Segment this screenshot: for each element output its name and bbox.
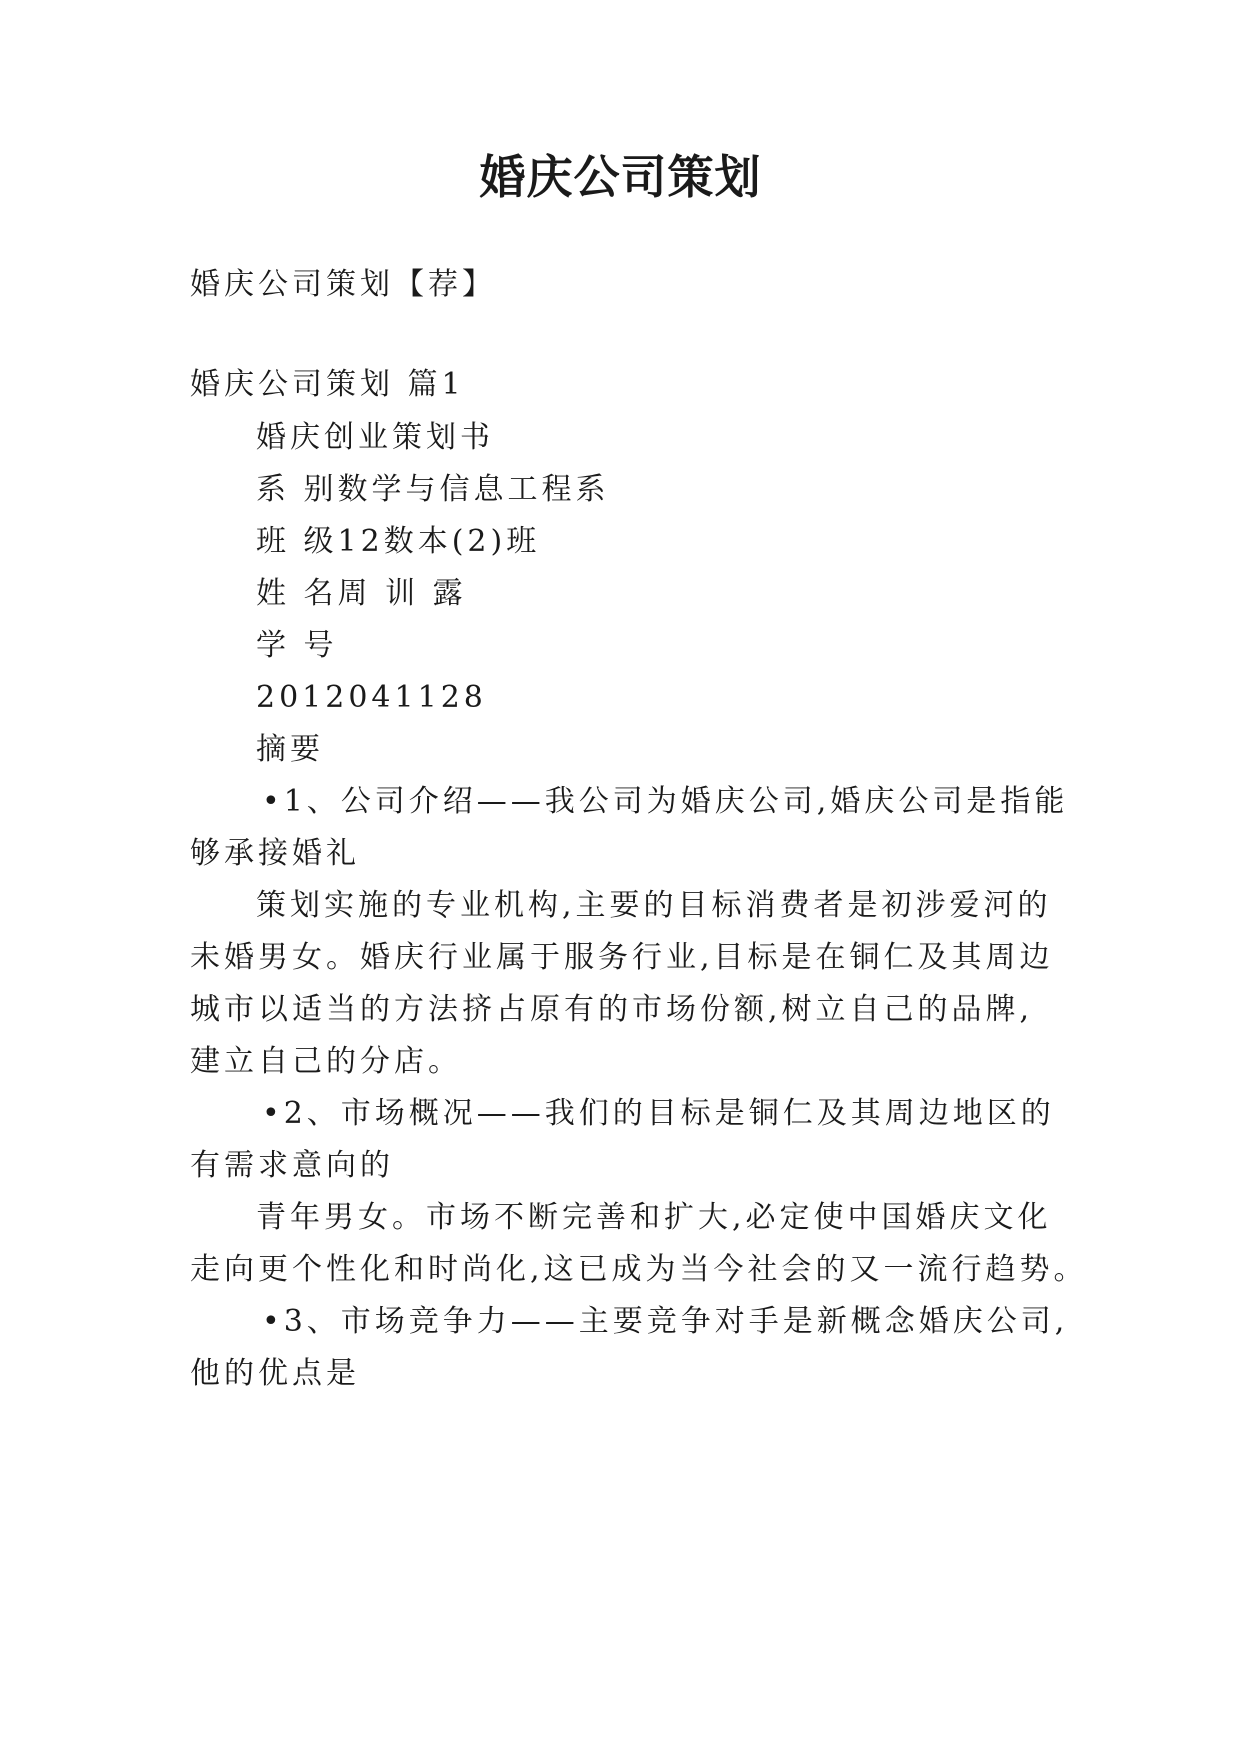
paragraph-line: 青年男女。市场不断完善和扩大,必定使中国婚庆文化	[256, 1200, 1052, 1235]
paragraph-line: 婚庆创业策划书	[256, 420, 494, 455]
bullet-line: •3、市场竞争力——主要竞争对手是新概念婚庆公司,	[262, 1304, 1069, 1339]
paragraph-line: 走向更个性化和时尚化,这已成为当今社会的又一流行趋势。	[190, 1252, 1088, 1287]
paragraph-line: 策划实施的专业机构,主要的目标消费者是初涉爱河的	[256, 888, 1052, 923]
paragraph-line: 姓 名周 训 露	[256, 576, 467, 611]
paragraph-line: 城市以适当的方法挤占原有的市场份额,树立自己的品牌,	[190, 992, 1034, 1027]
paragraph-line: 学 号	[256, 628, 338, 663]
document-subtitle: 婚庆公司策划【荐】	[190, 267, 496, 302]
paragraph-line: 班 级12数本(2)班	[256, 524, 541, 559]
section-heading: 婚庆公司策划 篇1	[190, 367, 465, 402]
paragraph-line: 2012041128	[256, 680, 487, 715]
document-title: 婚庆公司策划	[479, 150, 762, 204]
paragraph-line: 系 别数学与信息工程系	[256, 472, 610, 507]
bullet-line: •2、市场概况——我们的目标是铜仁及其周边地区的	[262, 1096, 1055, 1131]
bullet-line: •1、公司介绍——我公司为婚庆公司,婚庆公司是指能	[262, 784, 1069, 819]
paragraph-line: 摘要	[256, 732, 324, 767]
paragraph-line: 建立自己的分店。	[190, 1044, 462, 1079]
paragraph-line: 有需求意向的	[190, 1148, 394, 1183]
paragraph-line: 未婚男女。婚庆行业属于服务行业,目标是在铜仁及其周边	[190, 940, 1054, 975]
paragraph-line: 他的优点是	[190, 1356, 360, 1391]
paragraph-line: 够承接婚礼	[190, 836, 360, 871]
